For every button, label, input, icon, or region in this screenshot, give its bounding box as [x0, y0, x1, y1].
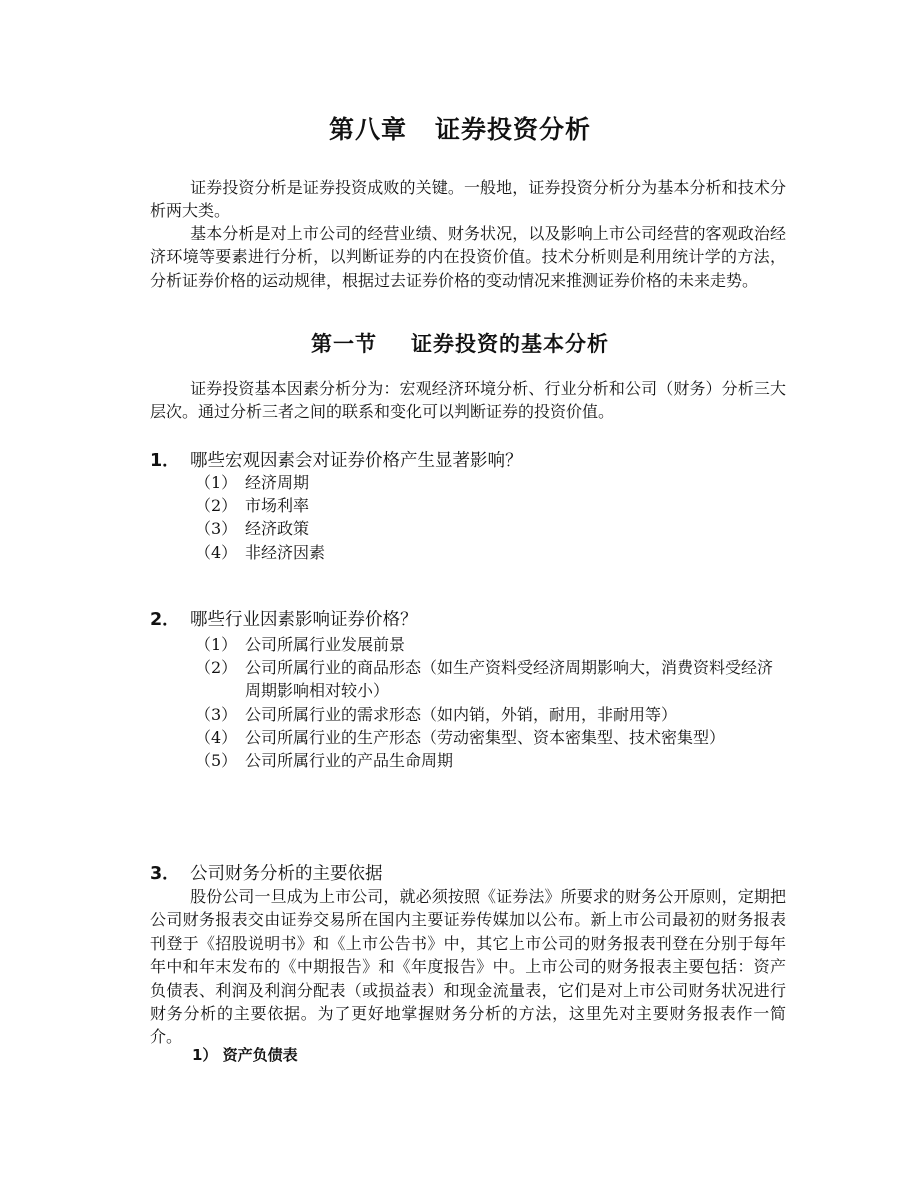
question-3-heading [150, 862, 790, 886]
section-name: 证券投资的基本分析 [411, 332, 609, 356]
question-2-list [195, 633, 785, 772]
list-item: （1） 公司所属行业发展前景 [195, 635, 406, 654]
list-item: （2） 市场利率 [195, 496, 310, 516]
question-1-list [195, 471, 785, 564]
intro-paragraph-2: 基本分析是对上市公司的经营业绩、财务状况，以及影响上市公司经营的客观政治经济环境等要素进行分析，以判断证券的内在投资价值。技术分析则是利用统计学的方法，分析证券价格的运动规律，根据过去证券价格的变动情况来推测证券价格的未来走势。 [150, 224, 786, 290]
question-1-number: 1． [150, 451, 180, 471]
list-item: （1） 经济周期 [195, 473, 310, 492]
intro-paragraph-1: 证券投资分析是证券投资成败的关键。一般地，证券投资分析分为基本分析和技术分析两大类。 [150, 178, 786, 221]
chapter-name: 证券投资分析 [435, 115, 592, 144]
list-item: （5） 公司所属行业的产品生命周期 [195, 751, 454, 771]
question-3-number: 3． [150, 864, 180, 884]
question-2-heading [150, 608, 790, 632]
chapter-title [0, 110, 920, 146]
question-1-heading [150, 449, 790, 473]
question-2-title: 哪些行业因素影响证券价格？ [190, 610, 418, 630]
section-number: 第一节 [311, 332, 377, 356]
question-3-title: 公司财务分析的主要依据 [190, 864, 383, 884]
list-item: （4） 公司所属行业的生产形态（劳动密集型、资本密集型、技术密集型） [195, 727, 726, 747]
list-item: （2） 公司所属行业的商品形态（如生产资料受经济周期影响大，消费资料受经济周期影响相对较小） [195, 658, 774, 701]
list-item: （3） 经济政策 [195, 519, 310, 539]
section-title [0, 328, 920, 358]
list-item: （3） 公司所属行业的需求形态（如内销，外销，耐用，非耐用等） [195, 704, 678, 724]
question-1-title: 哪些宏观因素会对证券价格产生显著影响？ [190, 451, 523, 471]
section-intro-paragraph: 证券投资基本因素分析分为：宏观经济环境分析、行业分析和公司（财务）分析三大层次。通过分析三者之间的联系和变化可以判断证券的投资价值。 [150, 379, 786, 422]
subsection-balance-sheet: 1） 资产负债表 [192, 1046, 298, 1064]
question-2-number: 2． [150, 610, 180, 630]
question-3-body: 股份公司一旦成为上市公司，就必须按照《证券法》所要求的财务公开原则，定期把公司财务报表交由证券交易所在国内主要证券传媒加以公布。新上市公司最初的财务报表刊登于《招股说明书》和《上市公告书》中，其它上市公司的财务报表刊登在分别于每年年中和年末发布的《中期报告》和《年度报告》中。上市公司的财务报表主要包括：资产负债表、利润及利润分配表（或损益表）和现金流量表，它们是对上市公司财务状况进行财务分析的主要依据。为了更好地掌握财务分析的方法，这里先对主要财务报表作一简介。 [150, 887, 786, 1047]
chapter-number: 第八章 [328, 115, 407, 144]
list-item: （4） 非经济因素 [195, 542, 326, 562]
